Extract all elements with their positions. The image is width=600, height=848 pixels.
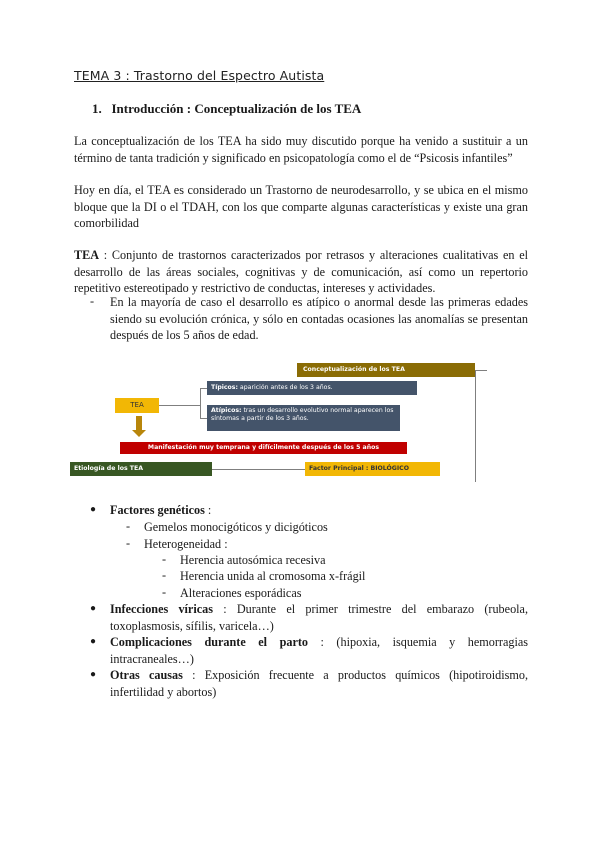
bullet-icon: ● bbox=[90, 636, 97, 647]
arrow-down-icon bbox=[136, 416, 142, 432]
tea-box: TEA bbox=[115, 398, 159, 413]
genetic-label: Factores genéticos bbox=[110, 503, 205, 517]
list-dash: - bbox=[162, 552, 167, 566]
list-dash: - bbox=[90, 294, 95, 308]
atipicos-text: tras un desarrollo evolutivo normal aparecen los síntomas a partir de los 3 años. bbox=[211, 407, 394, 422]
section-number: 1. bbox=[92, 101, 102, 116]
concept-diagram bbox=[68, 360, 494, 484]
tipicos-label: Típicos: bbox=[211, 384, 238, 391]
list-item-complications bbox=[110, 634, 528, 667]
paragraph-neurodevelopment: Hoy en día, el TEA es considerado un Trastorno de neurodesarrollo, y se ubica en el mismo bloque que la DI o el TDAH, con los que comparte algunas características y existe una gran comorbilidad bbox=[74, 183, 528, 230]
tea-definition-text: : Conjunto de trastornos caracterizados por retrasos y alteraciones cualitativas en el desarrollo de las áreas sociales, cognitivas y de comunicación, así como un repertorio repetitivo estereotipado y restrictivo de conductas, intereses y actividades. bbox=[74, 248, 528, 295]
main-factor-box: Factor Principal : BIOLÓGICO bbox=[305, 462, 440, 476]
connector-line bbox=[475, 370, 487, 371]
connector-line bbox=[200, 388, 207, 389]
genetic-tail: : bbox=[204, 503, 212, 517]
list-item-twins: Gemelos monocigóticos y dicigóticos bbox=[144, 520, 328, 534]
etiology-box: Etiología de los TEA bbox=[70, 462, 212, 476]
connector-line bbox=[475, 370, 476, 482]
connector-line bbox=[212, 469, 305, 470]
tea-term: TEA bbox=[74, 248, 100, 262]
paragraph-tea-definition bbox=[74, 247, 528, 297]
other-causes-label: Otras causas bbox=[110, 668, 183, 682]
connector-line bbox=[200, 418, 207, 419]
tipicos-text: aparición antes de los 3 años. bbox=[237, 384, 333, 391]
concept-header-box: Conceptualización de los TEA bbox=[297, 363, 475, 377]
atipicos-box bbox=[207, 405, 400, 431]
section-heading bbox=[92, 101, 361, 117]
paragraph-conceptualization: La conceptualización de los TEA ha sido muy discutido porque ha venido a sustituir a un término de tanta tradición y significado en psicopatología como el de “Psicosis infantiles” bbox=[74, 134, 528, 165]
list-item-heterogeneity: Heterogeneidad : bbox=[144, 537, 228, 551]
list-item-sporadic: Alteraciones esporádicas bbox=[180, 586, 302, 600]
connector-line bbox=[200, 388, 201, 418]
manifestation-box: Manifestación muy temprana y difícilmente después de los 5 años bbox=[120, 442, 407, 454]
list-item-genetic bbox=[110, 502, 211, 519]
bullet-icon: ● bbox=[90, 603, 97, 614]
list-dash: - bbox=[162, 585, 167, 599]
tipicos-box bbox=[207, 381, 417, 395]
bullet-icon: ● bbox=[90, 504, 97, 515]
other-causes-text: : Exposición frecuente a productos químicos (hipotiroidismo, infertilidad y abortos) bbox=[110, 668, 528, 699]
document-title: TEMA 3 : Trastorno del Espectro Autista bbox=[74, 68, 325, 83]
list-dash: - bbox=[126, 519, 131, 533]
list-dash: - bbox=[126, 536, 131, 550]
complications-label: Complicaciones durante el parto bbox=[110, 635, 309, 649]
list-item-autosomal: Herencia autosómica recesiva bbox=[180, 553, 326, 567]
complications-text: : (hipoxia, isquemia y hemorragias intracraneales…) bbox=[110, 635, 528, 666]
connector-line bbox=[159, 405, 200, 406]
infections-text: : Durante el primer trimestre del embarazo (rubeola, toxoplasmosis, sífilis, varicela…) bbox=[110, 602, 528, 633]
list-item-x-fragile: Herencia unida al cromosoma x-frágil bbox=[180, 569, 366, 583]
section-title: Introducción : Conceptualización de los TEA bbox=[111, 101, 362, 116]
bullet-icon: ● bbox=[90, 669, 97, 680]
list-item-other-causes bbox=[110, 667, 528, 700]
atipicos-label: Atípicos: bbox=[211, 407, 242, 414]
infections-label: Infecciones víricas bbox=[110, 602, 213, 616]
list-item-infections bbox=[110, 601, 528, 634]
paragraph-atypical-development: En la mayoría de caso el desarrollo es atípico o anormal desde las primeras edades siendo su evolución crónica, y sólo en contadas ocasiones las anomalías se presentan después de los 5 años de edad. bbox=[110, 295, 528, 342]
list-dash: - bbox=[162, 568, 167, 582]
